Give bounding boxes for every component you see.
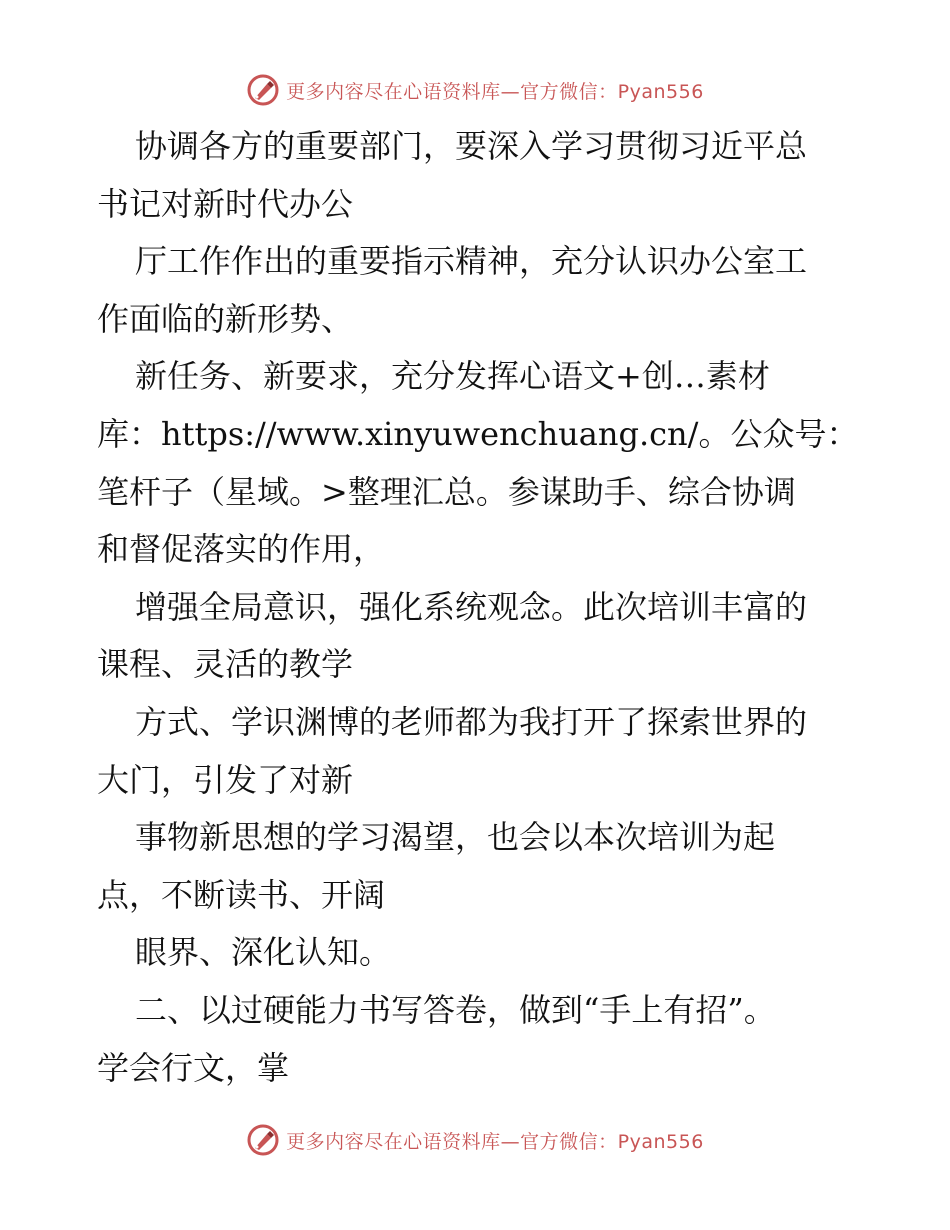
text-line: 增强全局意识，强化系统观念。此次培训丰富的 — [135, 587, 808, 626]
text-line: 厅工作作出的重要指示精神，充分认识办公室工 — [135, 242, 808, 281]
footer-watermark — [0, 1120, 950, 1160]
text-line: 方式、学识渊博的老师都为我打开了探索世界的 — [135, 702, 808, 741]
text-line: 大门，引发了对新 — [97, 760, 354, 799]
text-line: 库：https://www.xinyuwenchuang.cn/。公众号： — [97, 414, 859, 453]
watermark-logo-icon — [246, 1123, 280, 1157]
watermark-text: 更多内容尽在心语资料库—官方微信：Pyan556 — [286, 1130, 704, 1153]
text-line: 作面临的新形势、 — [97, 299, 354, 338]
header-watermark — [0, 70, 950, 110]
text-line: 二、以过硬能力书写答卷，做到“手上有招”。 — [135, 990, 776, 1029]
text-line: 眼界、深化认知。 — [135, 933, 392, 972]
watermark-text: 更多内容尽在心语资料库—官方微信：Pyan556 — [286, 80, 704, 103]
text-line: 新任务、新要求，充分发挥心语文+创…素材 — [135, 357, 770, 396]
text-line: 笔杆子（星域。>整理汇总。参谋助手、综合协调 — [97, 472, 796, 511]
text-line: 和督促落实的作用， — [97, 530, 386, 569]
text-line: 点，不断读书、开阔 — [97, 875, 386, 914]
text-line: 学会行文，掌 — [97, 1048, 290, 1087]
text-line: 协调各方的重要部门，要深入学习贯彻习近平总 — [135, 127, 808, 165]
text-line: 课程、灵活的教学 — [97, 645, 354, 684]
text-line: 事物新思想的学习渴望，也会以本次培训为起 — [135, 818, 776, 857]
watermark-logo-icon — [246, 73, 280, 107]
text-line: 书记对新时代办公 — [97, 184, 354, 223]
document-body — [97, 118, 867, 1097]
